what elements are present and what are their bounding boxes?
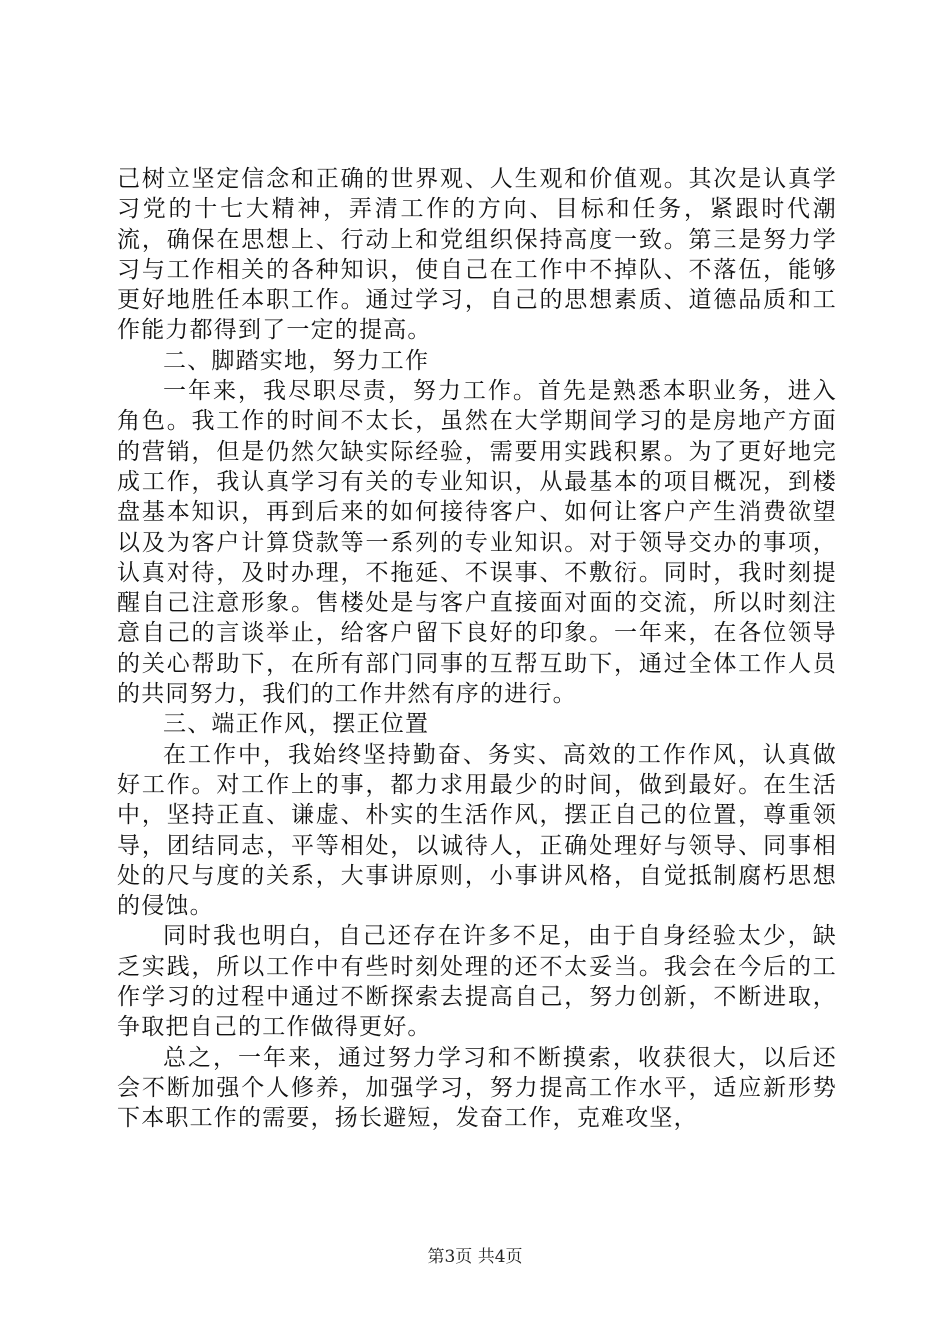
section-heading-2: 二、脚踏实地，努力工作 xyxy=(163,347,430,374)
paragraph-work: 一年来，我尽职尽责，努力工作。首先是熟悉本职业务，进入角色。我工作的时间不太长，虽然在大学期间学习的是房地产方面的营销，但是仍然欠缺实际经验，需要用实践积累。为了更好地完成工作，我认真学习有关的专业知识，从最基本的项目概况，到楼盘基本知识，再到后来的如何接待客户、如何让客户产生消费欲望以及为客户计算贷款等一系列的专业知识。对于领导交办的事项，认真对待，及时办理，不拖延、不误事、不敷衍。同时，我时刻提醒自己注意形象。售楼处是与客户直接面对面的交流，所以时刻注意自己的言谈举止，给客户留下良好的印象。一年来，在各位领导的关心帮助下，在所有部门同事的互帮互助下，通过全体工作人员的共同努力，我们的工作井然有序的进行。 xyxy=(117,378,837,708)
document-body xyxy=(117,164,837,1134)
section-heading-3: 三、端正作风，摆正位置 xyxy=(163,711,430,738)
paragraph-summary: 总之，一年来，通过努力学习和不断摸索，收获很大，以后还会不断加强个人修养，加强学习，努力提高工作水平，适应新形势下本职工作的需要，扬长避短，发奋工作，克难攻坚， xyxy=(117,1044,837,1132)
paragraph-continuation: 己树立坚定信念和正确的世界观、人生观和价值观。其次是认真学习党的十七大精神，弄清工作的方向、目标和任务，紧跟时代潮流，确保在思想上、行动上和党组织保持高度一致。第三是努力学习与工作相关的各种知识，使自己在工作中不掉队、不落伍，能够更好地胜任本职工作。通过学习，自己的思想素质、道德品质和工作能力都得到了一定的提高。 xyxy=(117,166,837,344)
paragraph-shortcomings: 同时我也明白，自己还存在许多不足，由于自身经验太少，缺乏实践，所以工作中有些时刻处理的还不太妥当。我会在今后的工作学习的过程中通过不断探索去提高自己，努力创新，不断进取，争取把自己的工作做得更好。 xyxy=(117,923,837,1041)
paragraph-style: 在工作中，我始终坚持勤奋、务实、高效的工作作风，认真做好工作。对工作上的事，都力求用最少的时间，做到最好。在生活中，坚持正直、谦虚、朴实的生活作风，摆正自己的位置，尊重领导，团结同志，平等相处，以诚待人，正确处理好与领导、同事相处的尺与度的关系，大事讲原则，小事讲风格，自觉抵制腐朽思想的侵蚀。 xyxy=(117,741,837,920)
page-number-footer: 第3页 共4页 xyxy=(427,1247,523,1267)
